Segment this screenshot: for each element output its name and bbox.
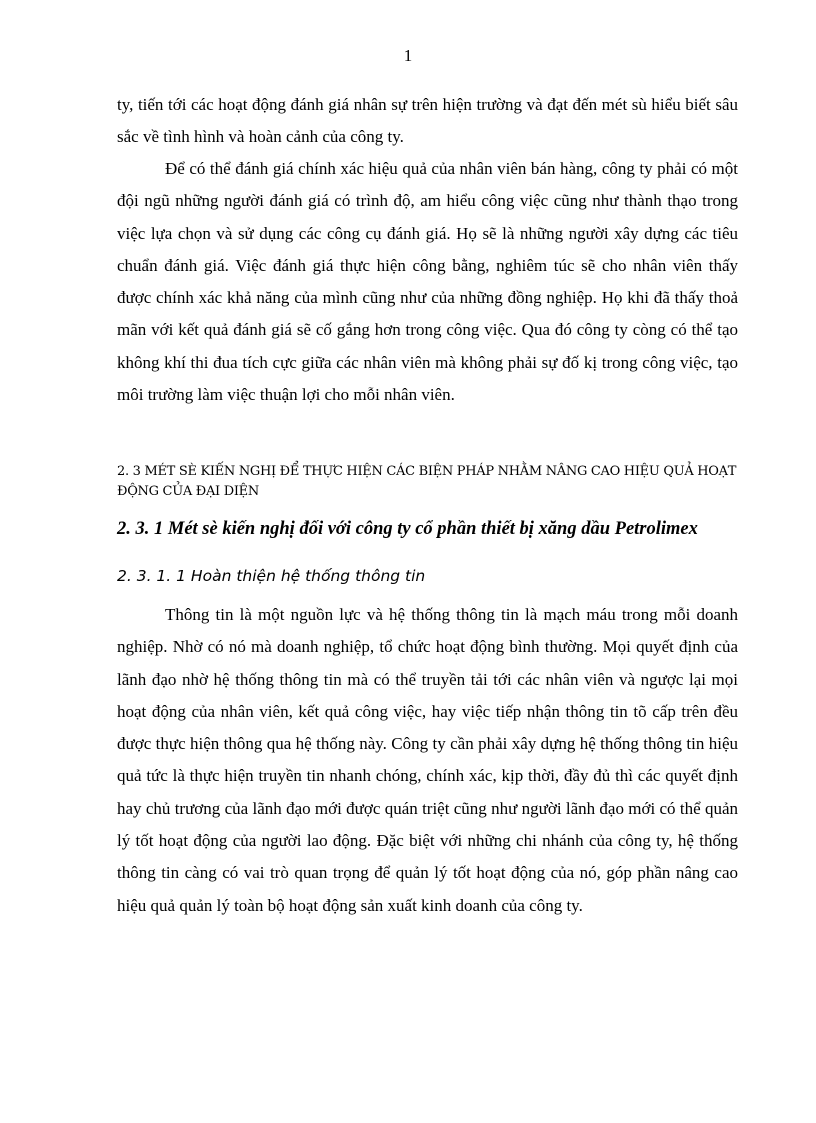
section-heading: 2. 3 MÉT SÈ KIẾN NGHỊ ĐỂ THỰC HIỆN CÁC BIỆN PHÁP NHẰM NÂNG CAO HIỆU QUẢ HOẠT ĐỘNG CỦA ĐẠI DIỆN [117,464,737,499]
page-number: 1 [403,46,413,65]
subsection-heading: 2. 3. 1 Mét sè kiến nghị đối với công ty cổ phần thiết bị xăng dầu Petrolimex [117,519,698,539]
paragraph-information-system: Thông tin là một nguồn lực và hệ thống thông tin là mạch máu trong mỗi doanh nghiệp. Nhờ có nó mà doanh nghiệp, tổ chức hoạt động bình thường. Mọi quyết định của lãnh đạo nhờ hệ thống thông tin mà có thể truyền tải tới các nhân viên và ngược lại mọi hoạt động của nhân viên, kết quả công việc, hay việc tiếp nhận thông tin tõ cấp trên đều được thực hiện thông qua hệ thống này. Công ty cần phải xây dựng hệ thống thông tin hiệu quả tức là thực hiện truyền tin nhanh chóng, chính xác, kịp thời, đầy đủ thì các quyết định hay chủ trương của lãnh đạo mới được quán triệt cũng như người lãnh đạo mới có thể quản lý tốt hoạt động của người lao động. Đặc biệt với những chi nhánh của công ty, hệ thống thông tin càng có vai trò quan trọng để quản lý tốt hoạt động của nó, góp phần nâng cao hiệu quả quản lý toàn bộ hoạt động sản xuất kinh doanh của công ty. [117,605,738,915]
subsubsection-heading: 2. 3. 1. 1 Hoàn thiện hệ thống thông tin [117,567,426,585]
paragraph-evaluators: Để có thể đánh giá chính xác hiệu quả của nhân viên bán hàng, công ty phải có một đội ngũ những người đánh giá có trình độ, am hiểu công việc cũng như thành thạo trong việc lựa chọn và sử dụng các công cụ đánh giá. Họ sẽ là những người xây dựng các tiêu chuẩn đánh giá. Việc đánh giá thực hiện công bằng, nghiêm túc sẽ cho nhân viên thấy được chính xác khả năng của mình cũng như của những đồng nghiệp. Họ khi đã thấy thoả mãn với kết quả đánh giá sẽ cố gắng hơn trong công việc. Qua đó công ty còng có thể tạo không khí thi đua tích cực giữa các nhân viên mà không phải sự đố kị trong công việc, tạo môi trường làm việc thuận lợi cho mỗi nhân viên. [117,159,738,405]
paragraph-continuation: ty, tiến tới các hoạt động đánh giá nhân sự trên hiện trường và đạt đến mét sù hiểu biết sâu sắc về tình hình và hoàn cảnh của công ty. [117,95,738,147]
